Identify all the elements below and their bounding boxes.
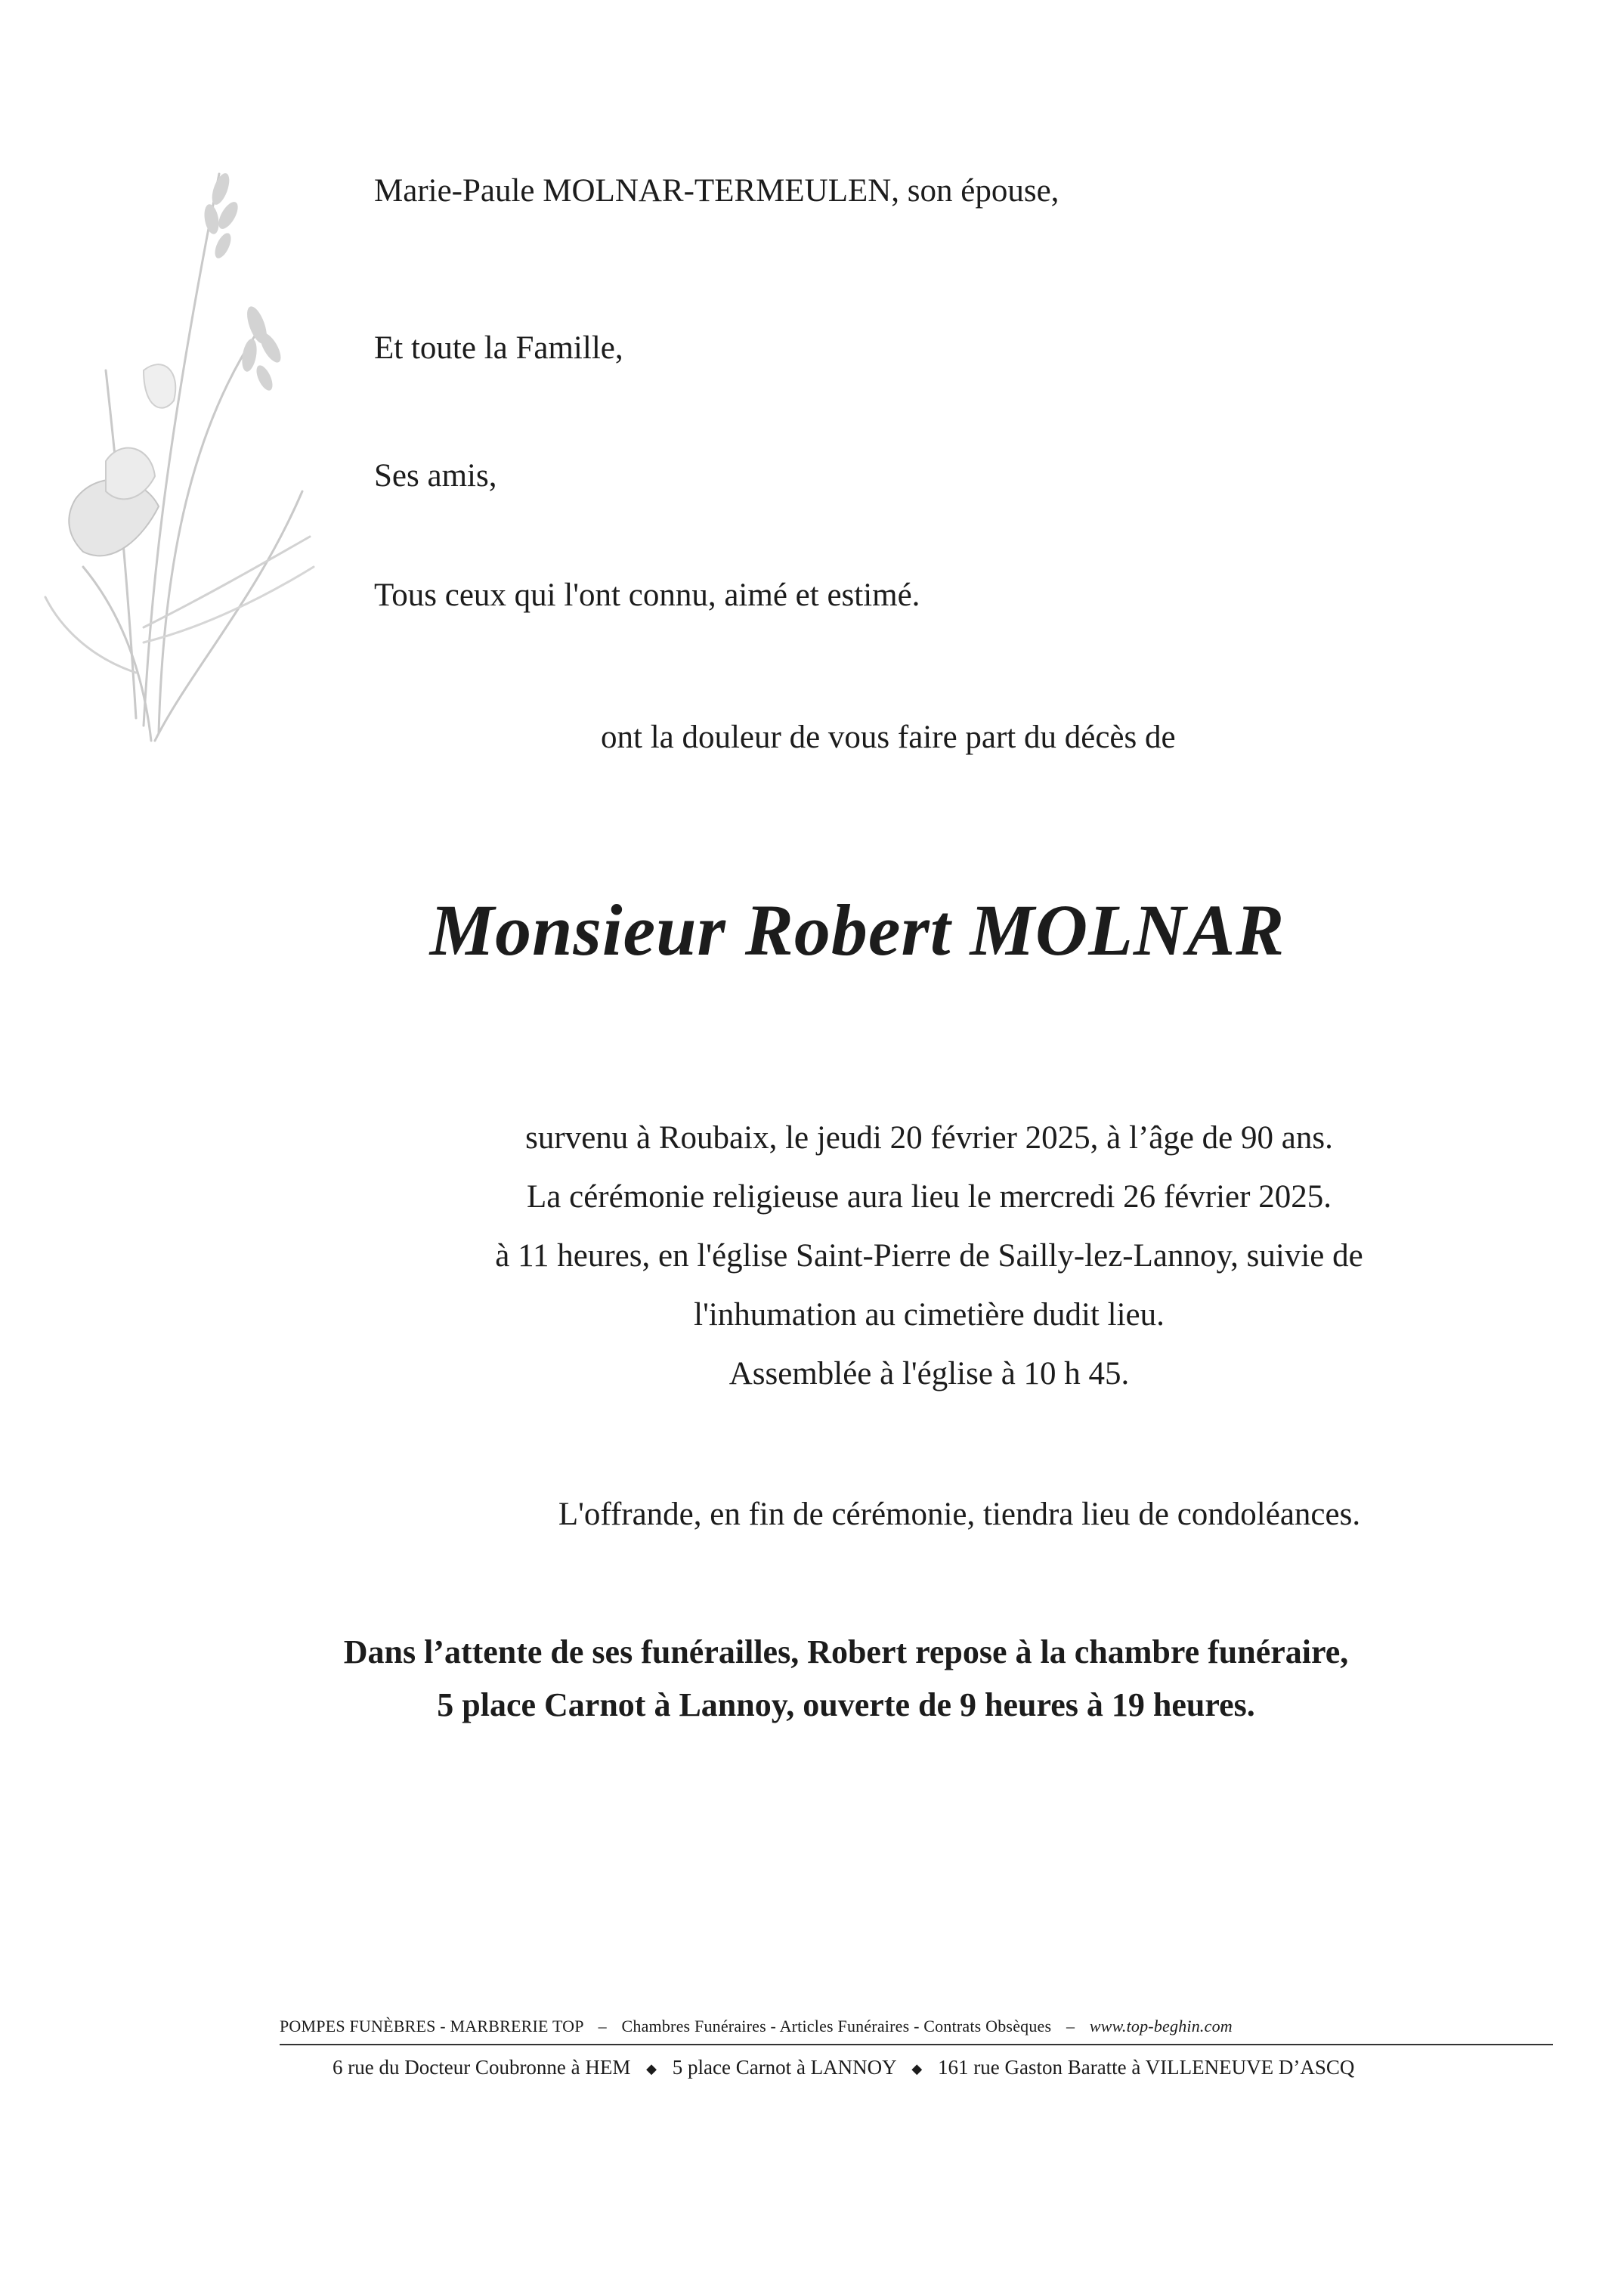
family-line-acquaintances: Tous ceux qui l'ont connu, aimé et estimé. — [374, 577, 920, 613]
deceased-name: Monsieur Robert MOLNAR — [429, 890, 1285, 971]
detail-line-church: à 11 heures, en l'église Saint-Pierre de Sailly-lez-Lannoy, suivie de — [495, 1238, 1363, 1274]
announcement-text: ont la douleur de vous faire part du décès de — [601, 720, 1176, 755]
family-line-spouse: Marie-Paule MOLNAR-TERMEULEN, son épouse, — [374, 173, 1059, 209]
footer-address-hem: 6 rue du Docteur Coubronne à HEM — [333, 2056, 631, 2079]
footer-addresses — [333, 2056, 1542, 2079]
detail-line-burial: l'inhumation au cimetière dudit lieu. — [694, 1297, 1165, 1333]
offering-text: L'offrande, en fin de cérémonie, tiendra lieu de condoléances. — [558, 1497, 1361, 1532]
family-line-family: Et toute la Famille, — [374, 330, 623, 366]
footer-divider — [280, 2044, 1553, 2045]
wheat-lily-illustration — [30, 144, 317, 748]
funeral-home-note-line1: Dans l’attente de ses funérailles, Robert repose à la chambre funéraire, — [343, 1633, 1349, 1670]
detail-line-gathering: Assemblée à l'église à 10 h 45. — [728, 1356, 1130, 1392]
footer-website-link[interactable]: www.top-beghin.com — [1089, 2017, 1233, 2035]
detail-line-ceremony: La cérémonie religieuse aura lieu le mercredi 26 février 2025. — [527, 1179, 1332, 1215]
footer-dash-2: – — [1066, 2017, 1075, 2035]
detail-line-death: survenu à Roubaix, le jeudi 20 février 2025, à l’âge de 90 ans. — [525, 1120, 1333, 1156]
footer-company-name: POMPES FUNÈBRES - MARBRERIE TOP — [280, 2017, 583, 2035]
diamond-separator-icon: ◆ — [646, 2061, 657, 2077]
footer-company-line — [280, 2017, 1553, 2036]
family-line-friends: Ses amis, — [374, 458, 497, 494]
footer-services: Chambres Funéraires - Articles Funéraires - Contrats Obsèques — [621, 2017, 1052, 2035]
footer-address-villeneuve: 161 rue Gaston Baratte à VILLENEUVE D’ASCQ — [938, 2056, 1355, 2079]
funeral-home-note-line2: 5 place Carnot à Lannoy, ouverte de 9 heures à 19 heures. — [437, 1686, 1255, 1723]
footer-dash: – — [598, 2017, 607, 2035]
footer-address-lannoy: 5 place Carnot à LANNOY — [672, 2056, 896, 2079]
diamond-separator-icon: ◆ — [911, 2061, 923, 2077]
